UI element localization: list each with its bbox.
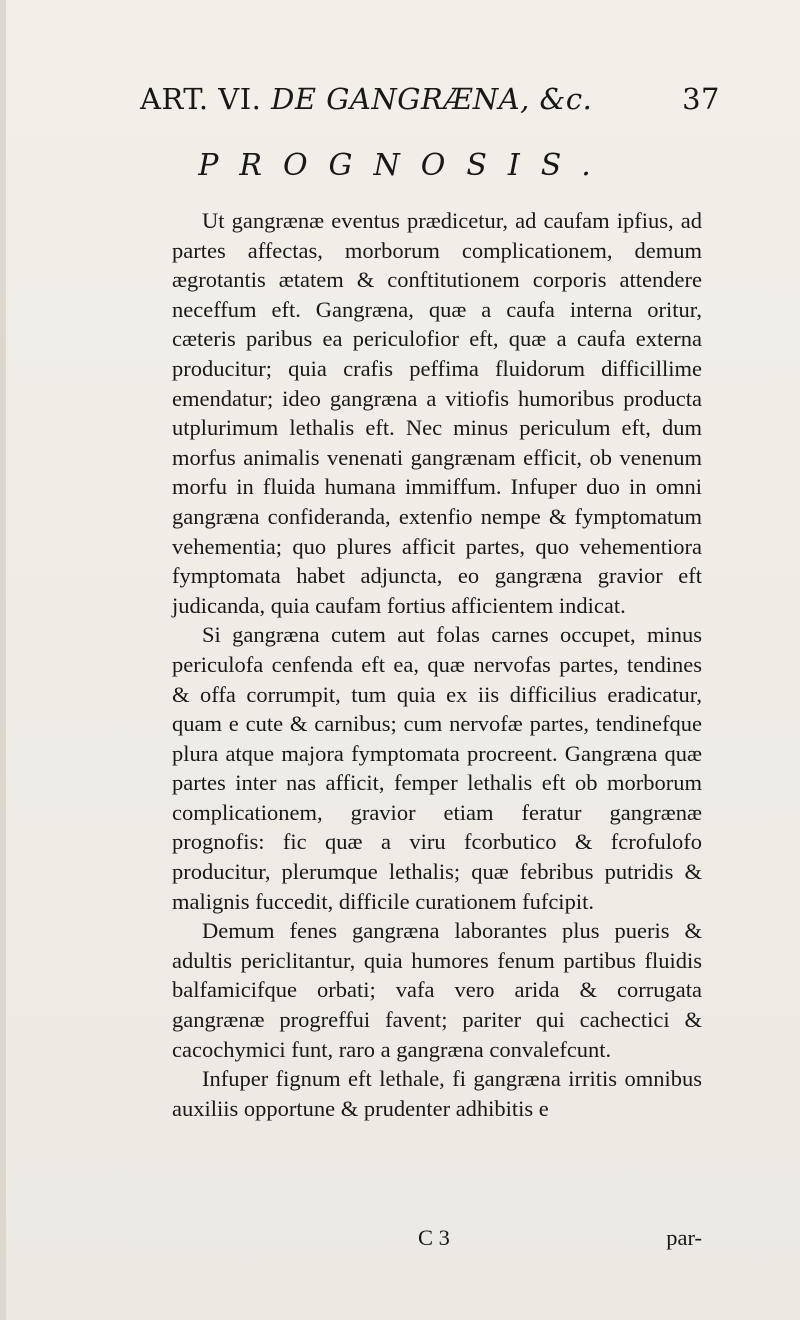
catchword: par-: [666, 1225, 702, 1250]
running-head-title: [140, 82, 592, 116]
section-title: PROGNOSIS.: [198, 148, 612, 183]
paragraph-1: Ut gangrænæ eventus prædicetur, ad caufam ipfius, ad partes affectas, morborum complicationem, demum ægrotantis ætatem & conftitutionem corporis attendere neceffum eft. Gangræna, quæ a caufa interna oritur, cæteris paribus ea periculofior eft, quæ a caufa externa producitur; quia crafis peffima fluidorum difficillime emendatur; ideo gangræna a vitiofis humoribus producta utplurimum lethalis eft. Nec minus periculum eft, dum morfus animalis venenati gangrænam efficit, ob venenum morfu in fluida humana immiffum. Infuper duo in omni gangræna confideranda, extenfio nempe & fymptomatum vehementia; quo plures afficit partes, quo vehementiora fymptomata habet adjuncta, eo gangræna gravior eft judicanda, quia caufam fortius afficientem indicat.: [172, 208, 702, 618]
running-head-prefix: ART. VI.: [140, 82, 262, 116]
running-head: [140, 82, 720, 122]
body-text: [172, 206, 702, 1123]
paragraph-3: Demum fenes gangræna laborantes plus pueris & adultis periclitantur, quia humores fenum partibus fluidis balfamicifque orbati; vafa vero arida & corrugata gangrænæ progreffui favent; pariter qui cachectici & cacochymici funt, raro a gangræna convalefcunt.: [172, 918, 702, 1062]
running-head-italic: DE GANGRÆNA, &c.: [271, 82, 593, 116]
paragraph-4: Infuper fignum eft lethale, fi gangræna irritis omnibus auxiliis opportune & prudenter adhibitis e: [172, 1066, 702, 1121]
page-gutter-edge: [0, 0, 6, 1320]
signature-mark: C 3: [418, 1225, 450, 1250]
page-footer: [172, 1225, 702, 1257]
paragraph-2: Si gangræna cutem aut folas carnes occupet, minus periculofa cenfenda eft ea, quæ nervofas partes, tendines & offa corrumpit, tum quia ex iis difficilius eradicatur, quam e cute & carnibus; cum nervofæ partes, tendinefque plura atque majora fymptomata procreent. Gangræna quæ partes inter nas afficit, femper lethalis eft ob morborum complicationem, gravior etiam feratur gangrænæ prognofis: fic quæ a viru fcorbutico & fcrofulofo producitur, plerumque lethalis; quæ febribus putridis & malignis fuccedit, difficile curationem fufcipit.: [172, 622, 702, 914]
page-number: 37: [682, 82, 720, 116]
